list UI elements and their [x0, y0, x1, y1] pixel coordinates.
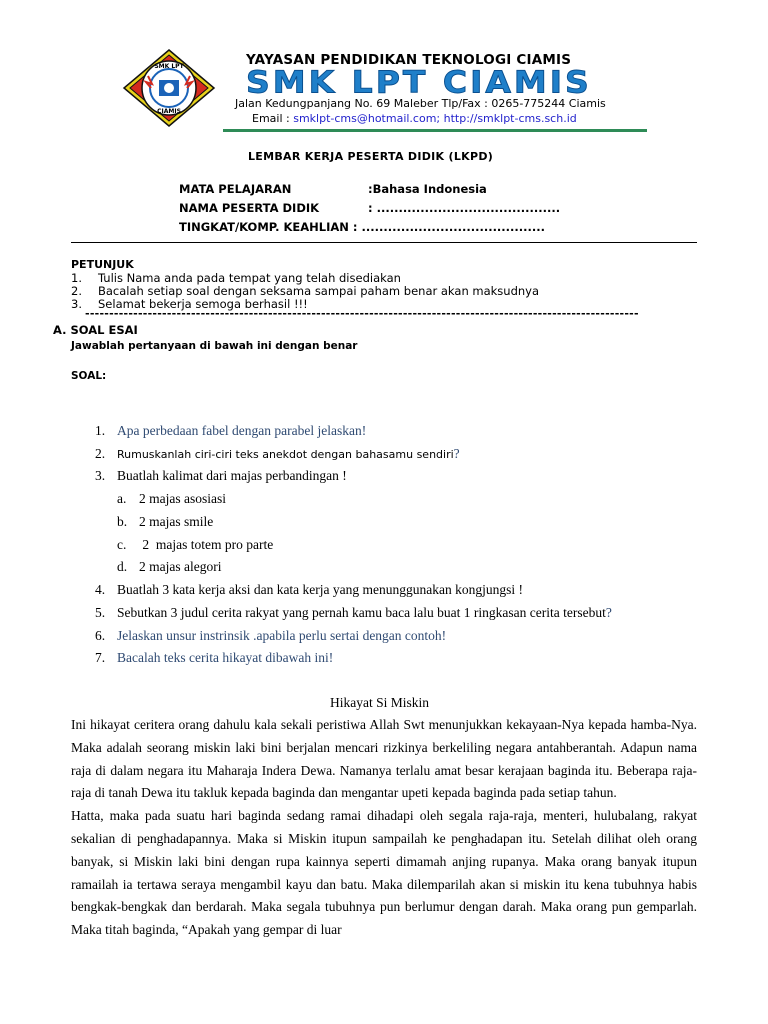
question-number: 5.: [95, 605, 106, 620]
subject-value: :Bahasa Indonesia: [368, 182, 487, 196]
question-text: Apa perbedaan fabel dengan parabel jelaskan!: [117, 423, 367, 438]
email-links[interactable]: smklpt-cms@hotmail.com; http://smklpt-cms.sch.id: [293, 112, 577, 125]
instruction-text: Selamat bekerja semoga berhasil !!!: [98, 297, 308, 311]
instruction-item: [71, 284, 539, 298]
grade-value: : ..........................................: [352, 220, 545, 234]
question-item: [95, 423, 366, 439]
question-suffix: ?: [605, 605, 612, 620]
document-title: LEMBAR KERJA PESERTA DIDIK (LKPD): [248, 150, 494, 163]
subquestion-text: 2 majas smile: [139, 514, 214, 529]
organization-name: YAYASAN PENDIDIKAN TEKNOLOGI CIAMIS: [246, 52, 572, 68]
subquestion-text: 2 majas asosiasi: [139, 491, 226, 506]
student-name-label: NAMA PESERTA DIDIK: [179, 201, 320, 215]
subquestion-letter: c.: [117, 537, 127, 552]
question-text: Buatlah 3 kata kerja aksi dan kata kerja yang menunggunakan kongjungsi !: [117, 582, 524, 597]
question-number: 7.: [95, 650, 106, 665]
info-subject-row: [179, 182, 487, 196]
subquestion-letter: d.: [117, 559, 128, 574]
grade-label: TINGKAT/KOMP. KEAHLIAN: [179, 220, 349, 234]
subquestion-item: [117, 514, 213, 530]
question-item: [95, 605, 612, 621]
question-item: [95, 628, 446, 644]
question-text: Jelaskan unsur instrinsik .apabila perlu sertai dengan contoh!: [117, 628, 447, 643]
dashed-divider: -------------------------------------------------------------------------------------------------------------------: [85, 307, 639, 320]
subquestion-item: [117, 537, 273, 553]
question-text: Sebutkan 3 judul cerita rakyat yang pernah kamu baca lalu buat 1 ringkasan cerita tersebut: [117, 605, 606, 620]
info-divider: [71, 242, 697, 243]
question-number: 3.: [95, 468, 106, 483]
story-paragraph: Ini hikayat ceritera orang dahulu kala sekali peristiwa Allah Swt menunjukkan kekayaan-Nya kepada hamba-Nya. Maka adalah seorang miskin laki bini berjalan mencari rizkinya berkeliling negara antahberantah. Adapun nama raja di dalam negara itu Maharaja Indera Dewa. Namanya terlalu amat besar kerajaan baginda itu. Beberapa raja-raja di tanah Dewa itu takluk kepada baginda dan mengantar upeti kepada baginda pada setiap tahun.: [71, 717, 697, 801]
subquestion-text: 2 majas totem pro parte: [139, 537, 274, 552]
instruction-text: Tulis Nama anda pada tempat yang telah disediakan: [98, 271, 401, 285]
subquestion-item: [117, 491, 226, 507]
logo-text-top: SMK LPT: [154, 63, 184, 70]
instruction-text: Bacalah setiap soal dengan seksama sampai paham benar akan maksudnya: [98, 284, 540, 298]
question-number: 6.: [95, 628, 106, 643]
story-paragraph: Hatta, maka pada suatu hari baginda sedang ramai dihadapi oleh segala raja-raja, menteri, hulubalang, rakyat sekalian di penghadapannya. Maka si Miskin itupun sampailah ke penghadapan itu. Setelah dilihat oleh orang banyak, si Miskin laki bini dengan rupa kainnya seperti dimamah anjing rupanya. Maka orang banyak itupun ramailah ia tertawa seraya mengambil kayu dan batu. Maka dilemparilah akan si miskin itu kena tubuhnya habis bengkak-bengkak dan berdarah. Maka segala tubuhnya pun berlumur dengan darah. Maka orang pun gemparlah. Maka titah baginda, “Apakah yang gempar di luar: [71, 808, 697, 938]
subject-label: MATA PELAJARAN: [179, 182, 292, 196]
questions-label: SOAL:: [71, 370, 107, 382]
question-item: [95, 582, 523, 598]
section-title: A. SOAL ESAI: [53, 323, 138, 337]
question-item: [95, 446, 460, 462]
story-title: Hikayat Si Miskin: [330, 695, 430, 710]
subquestion-letter: a.: [117, 491, 127, 506]
story-body: [71, 714, 697, 942]
instruction-number: 3.: [71, 297, 82, 311]
instructions-title: PETUNJUK: [71, 258, 134, 271]
school-logo: [122, 48, 216, 128]
instruction-number: 1.: [71, 271, 82, 285]
instruction-item: [71, 271, 401, 285]
question-item: [95, 468, 347, 484]
question-number: 1.: [95, 423, 106, 438]
question-number: 2.: [95, 446, 106, 461]
info-name-row: [179, 201, 560, 215]
question-text: Rumuskanlah ciri-ciri teks anekdot dengan bahasamu sendiri: [117, 448, 454, 461]
info-grade-row: [179, 220, 545, 234]
email-label: Email :: [252, 112, 294, 125]
school-contact: [252, 112, 577, 125]
subquestion-item: [117, 559, 221, 575]
header-divider: [223, 129, 647, 132]
school-address: Jalan Kedungpanjang No. 69 Maleber Tlp/Fax : 0265-775244 Ciamis: [235, 97, 606, 110]
student-name-value: : ..........................................: [368, 201, 561, 215]
logo-text-bottom: CIAMIS: [157, 108, 181, 115]
question-text: Bacalah teks cerita hikayat dibawah ini!: [117, 650, 334, 665]
question-item: [95, 650, 333, 666]
school-name: SMK LPT CIAMIS: [246, 64, 592, 100]
subquestion-letter: b.: [117, 514, 128, 529]
question-number: 4.: [95, 582, 106, 597]
question-text: Buatlah kalimat dari majas perbandingan !: [117, 468, 347, 483]
question-suffix: ?: [453, 446, 460, 461]
instruction-number: 2.: [71, 284, 82, 298]
section-instruction: Jawablah pertanyaan di bawah ini dengan benar: [71, 340, 358, 352]
subquestion-text: 2 majas alegori: [139, 559, 222, 574]
